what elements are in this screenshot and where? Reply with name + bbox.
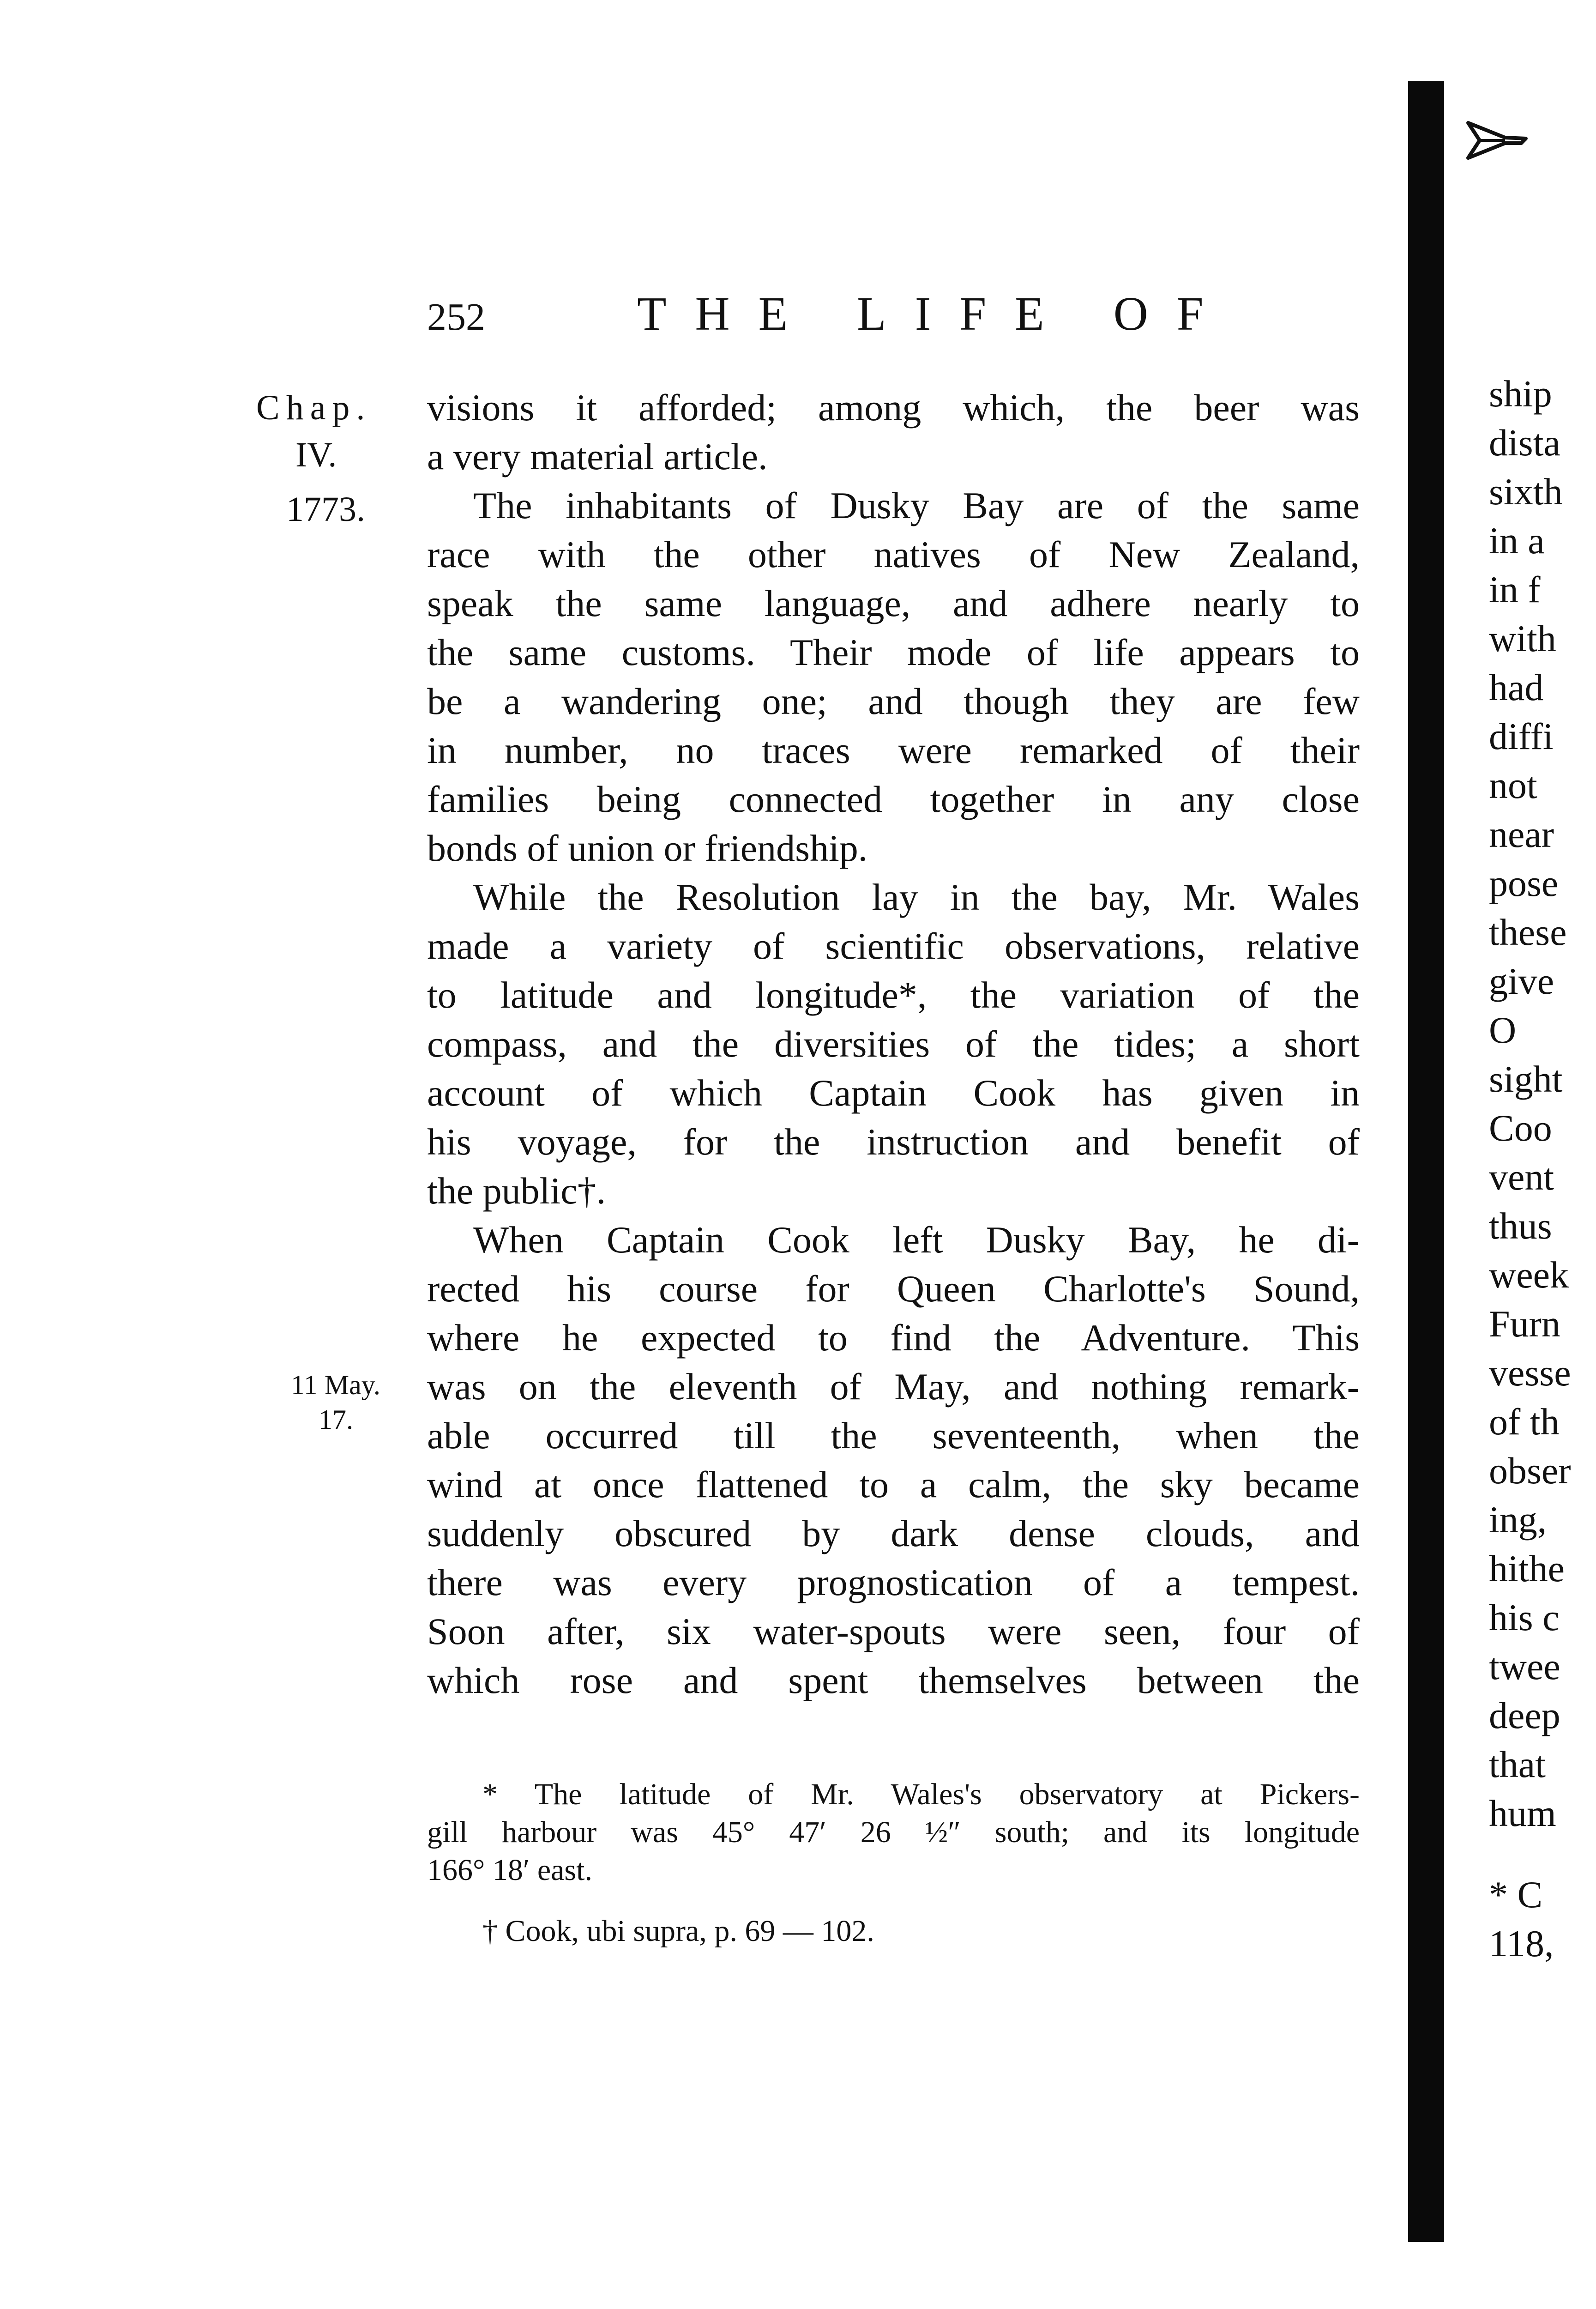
text-line: suddenly obscured by dark dense clouds, and	[427, 1512, 1360, 1554]
text-line: While the Resolution lay in the bay, Mr. Wales	[473, 876, 1360, 918]
margin-chapter-number: IV.	[295, 435, 337, 474]
facing-line: near	[1489, 813, 1554, 855]
facing-line: Furn	[1489, 1303, 1560, 1345]
facing-line: give	[1489, 960, 1554, 1002]
facing-line: in f	[1489, 568, 1541, 610]
facing-line: week	[1489, 1254, 1569, 1296]
text-line: families being connected together in any close	[427, 778, 1360, 820]
margin-chapter-label: Chap.	[256, 388, 372, 427]
text-line: the public†.	[427, 1170, 606, 1212]
facing-line: diffi	[1489, 715, 1554, 757]
footnotes	[427, 1776, 1360, 1950]
text-line: made a variety of scientific observations, relative	[427, 925, 1360, 967]
facing-line: that	[1489, 1743, 1546, 1785]
facing-page-fragment	[1489, 369, 1596, 1968]
facing-line: in a	[1489, 520, 1545, 562]
text-line: account of which Captain Cook has given in	[427, 1072, 1360, 1114]
text-line: rected his course for Queen Charlotte's Sound,	[427, 1268, 1360, 1310]
text-line: When Captain Cook left Dusky Bay, he di-	[473, 1219, 1360, 1261]
facing-line: * C	[1489, 1874, 1543, 1916]
text-line: the same customs. Their mode of life appears to	[427, 631, 1360, 673]
text-line: The inhabitants of Dusky Bay are of the same	[473, 484, 1360, 526]
text-line: where he expected to find the Adventure. This	[427, 1317, 1360, 1359]
facing-line: vesse	[1489, 1352, 1571, 1394]
text-line: was on the eleventh of May, and nothing remark-	[427, 1366, 1360, 1408]
text-line: compass, and the diversities of the tides; a short	[427, 1023, 1360, 1065]
facing-line: sight	[1489, 1058, 1563, 1100]
facing-line: twee	[1489, 1645, 1560, 1687]
footnote-line: † Cook, ubi supra, p. 69 — 102.	[482, 1914, 874, 1948]
facing-line: of th	[1489, 1401, 1560, 1443]
facing-line: pose	[1489, 862, 1559, 904]
facing-line: hum	[1489, 1792, 1556, 1834]
facing-gap	[1489, 1838, 1596, 1870]
text-line: race with the other natives of New Zealand,	[427, 533, 1360, 575]
facing-line: Coo	[1489, 1107, 1552, 1149]
book-gutter-shadow	[1408, 81, 1444, 2242]
text-line: be a wandering one; and though they are few	[427, 680, 1360, 722]
facing-line: not	[1489, 764, 1537, 806]
text-line: able occurred till the seventeenth, when the	[427, 1414, 1360, 1457]
footnote-line: gill harbour was 45° 47′ 26 ½″ south; and its longitude	[427, 1815, 1360, 1849]
facing-line: with	[1489, 617, 1556, 659]
running-title: THE LIFE OF	[637, 287, 1232, 340]
text-line: a very material article.	[427, 435, 768, 478]
page-number: 252	[427, 296, 485, 338]
running-header	[427, 286, 1258, 351]
facing-line: ship	[1489, 373, 1552, 415]
text-line: bonds of union or friendship.	[427, 827, 868, 869]
facing-line: obser	[1489, 1450, 1571, 1492]
facing-line: ing,	[1489, 1499, 1547, 1541]
facing-line: thus	[1489, 1205, 1552, 1247]
facing-line: deep	[1489, 1694, 1560, 1736]
margin-year: 1773.	[286, 490, 365, 529]
text-line: there was every prognostication of a tempest.	[427, 1561, 1360, 1603]
facing-line: vent	[1489, 1156, 1554, 1198]
footnote-gap	[427, 1889, 1360, 1912]
pointing-hand-icon	[1466, 119, 1530, 161]
footnote-line: 166° 18′ east.	[427, 1853, 592, 1887]
footnote-line: * The latitude of Mr. Wales's observatory at Pickers-	[482, 1777, 1360, 1811]
facing-line: his c	[1489, 1596, 1560, 1638]
body-text	[427, 383, 1360, 1705]
facing-line: had	[1489, 666, 1544, 708]
text-line: speak the same language, and adhere nearly to	[427, 582, 1360, 624]
text-line: wind at once flattened to a calm, the sky became	[427, 1463, 1360, 1505]
text-line: to latitude and longitude*, the variation of the	[427, 974, 1360, 1016]
text-line: his voyage, for the instruction and benefit of	[427, 1121, 1360, 1163]
text-line: visions it afforded; among which, the beer was	[427, 387, 1360, 429]
text-line: in number, no traces were remarked of their	[427, 729, 1360, 771]
margin-date-17: 17.	[319, 1404, 353, 1435]
facing-line: sixth	[1489, 471, 1563, 513]
text-line: Soon after, six water-spouts were seen, four of	[427, 1610, 1360, 1652]
facing-line: hithe	[1489, 1547, 1565, 1590]
facing-line: O	[1489, 1009, 1517, 1051]
facing-line: 118,	[1489, 1922, 1554, 1964]
facing-line: these	[1489, 911, 1567, 953]
text-line: which rose and spent themselves between the	[427, 1659, 1360, 1701]
margin-date-may-11: 11 May.	[291, 1370, 380, 1400]
facing-line: dista	[1489, 422, 1560, 464]
